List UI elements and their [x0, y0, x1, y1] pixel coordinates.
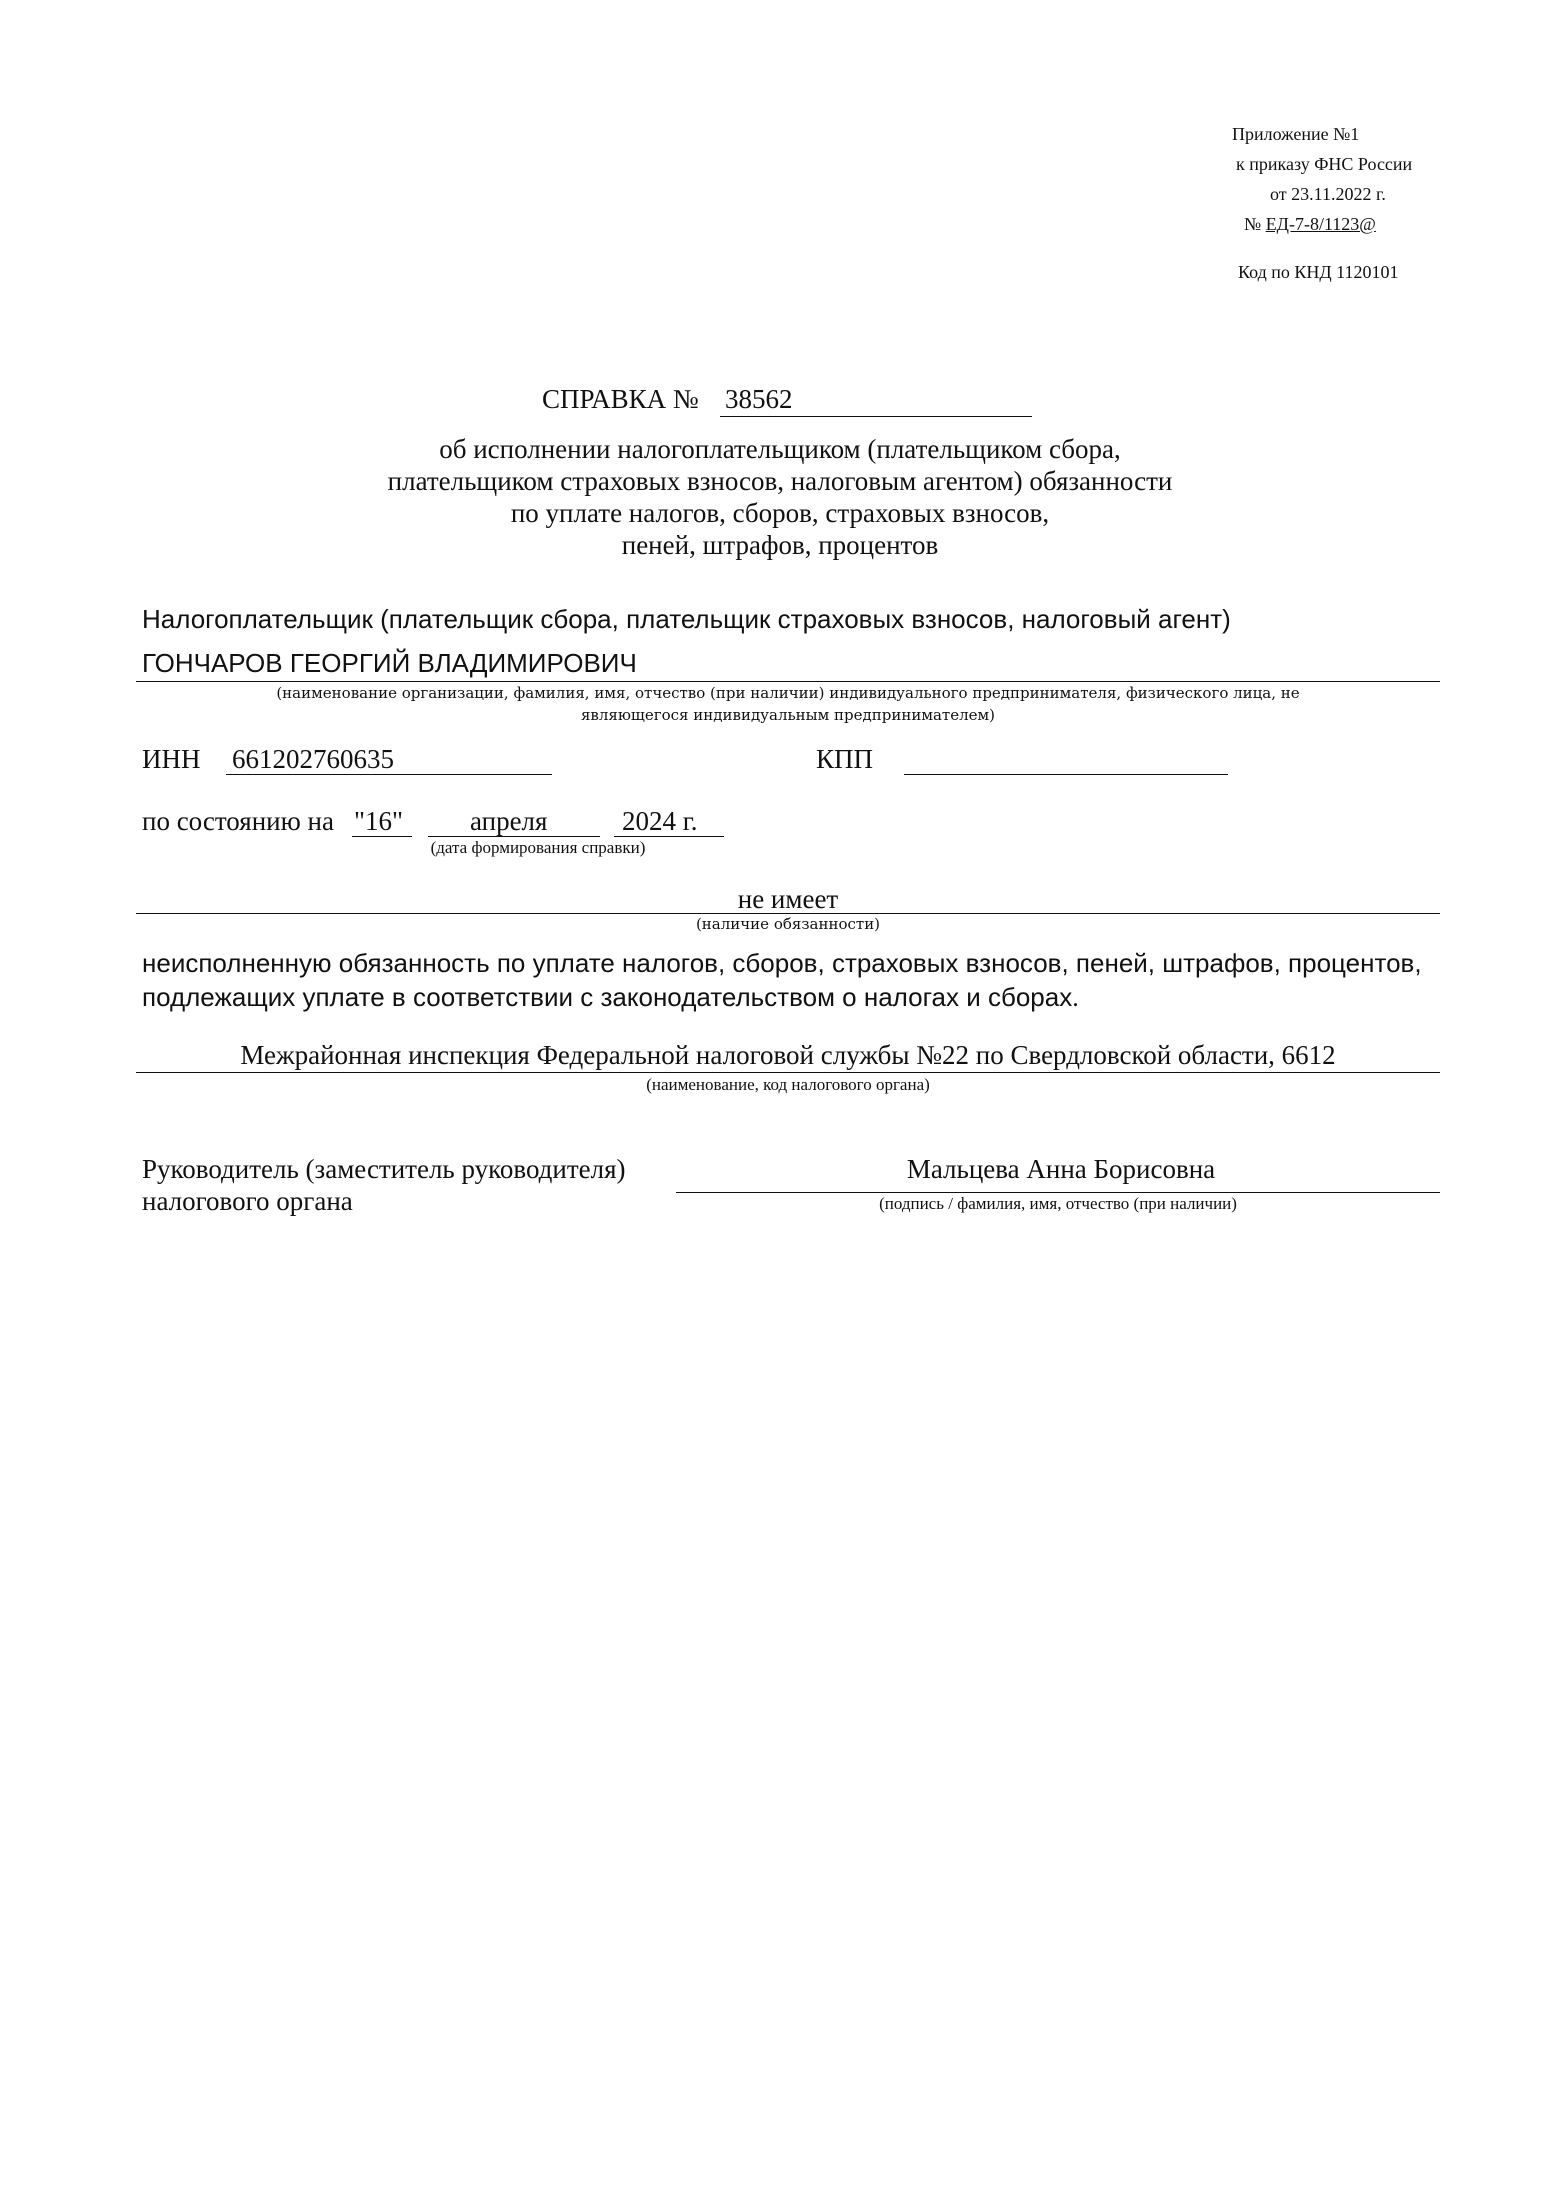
obligation-text-line1: неисполненную обязанность по уплате налогов, сборов, страховых взносов, пеней, штрафов, процентов,	[142, 948, 1422, 978]
tax-authority-caption: (наименование, код налогового органа)	[646, 1075, 930, 1094]
knd-code: Код по КНД 1120101	[1238, 262, 1399, 282]
kpp-label: КПП	[816, 744, 874, 774]
taxpayer-name-underline	[136, 681, 1440, 682]
date-day: "16"	[354, 806, 404, 836]
order-reference: к приказу ФНС России	[1236, 154, 1413, 174]
date-caption: (дата формирования справки)	[430, 838, 646, 857]
title-subtitle-line3: по уплате налогов, сборов, страховых взносов,	[510, 498, 1050, 528]
taxpayer-caption-line1: (наименование организации, фамилия, имя, отчество (при наличии) индивидуального предпринимателя, физического лица, не	[276, 684, 1300, 702]
obligation-caption: (наличие обязанности)	[695, 915, 881, 933]
date-label: по состоянию на	[142, 806, 334, 836]
order-number-prefix: №	[1244, 214, 1262, 234]
taxpayer-caption-line2: являющегося индивидуальным предпринимателем)	[580, 706, 996, 724]
date-month-underline	[428, 836, 600, 837]
signature-caption: (подпись / фамилия, имя, отчество (при наличии)	[879, 1194, 1237, 1213]
order-date: от 23.11.2022 г.	[1270, 184, 1386, 204]
signatory-name: Мальцева Анна Борисовна	[906, 1154, 1216, 1184]
obligation-text-line2-content: подлежащих уплате в соответствии с законодательством о налогах и сборах	[142, 982, 1073, 1012]
signatory-role-line1: Руководитель (заместитель руководителя)	[142, 1154, 626, 1184]
obligation-underline	[136, 913, 1440, 914]
inn-label: ИНН	[142, 744, 201, 774]
kpp-underline	[904, 774, 1228, 775]
certificate-number-underline	[720, 416, 1032, 417]
inn-value: 661202760635	[232, 744, 394, 774]
date-year-underline	[614, 836, 724, 837]
document-title: СПРАВКА №	[542, 384, 699, 414]
date-day-underline	[352, 836, 412, 837]
signatory-role-line2: налогового органа	[142, 1186, 353, 1216]
tax-authority-name: Межрайонная инспекция Федеральной налоговой службы №22 по Свердловской области, 6612	[240, 1040, 1336, 1070]
title-subtitle-line2: плательщиком страховых взносов, налоговым агентом) обязанности	[387, 466, 1173, 496]
inn-underline	[226, 774, 552, 775]
obligation-value: не имеет	[737, 884, 839, 914]
order-number	[1244, 214, 1376, 235]
date-year: 2024 г.	[622, 806, 698, 836]
title-subtitle-line1: об исполнении налогоплательщиком (плательщиком сбора,	[439, 434, 1121, 464]
taxpayer-label: Налогоплательщик (плательщик сбора, плательщик страховых взносов, налоговый агент)	[142, 604, 1231, 634]
obligation-text-line2: подлежащих уплате в соответствии с законодательством о налогах и сборах.	[142, 982, 1079, 1012]
date-month: апреля	[470, 806, 548, 836]
order-number-value: ЕД-7-8/1123@	[1265, 214, 1376, 234]
appendix-label: Приложение №1	[1232, 124, 1360, 144]
signature-underline	[676, 1192, 1440, 1193]
taxpayer-name: ГОНЧАРОВ ГЕОРГИЙ ВЛАДИМИРОВИЧ	[142, 648, 637, 678]
tax-authority-underline	[136, 1072, 1440, 1073]
certificate-number: 38562	[725, 384, 793, 414]
title-subtitle-line4: пеней, штрафов, процентов	[621, 530, 939, 560]
